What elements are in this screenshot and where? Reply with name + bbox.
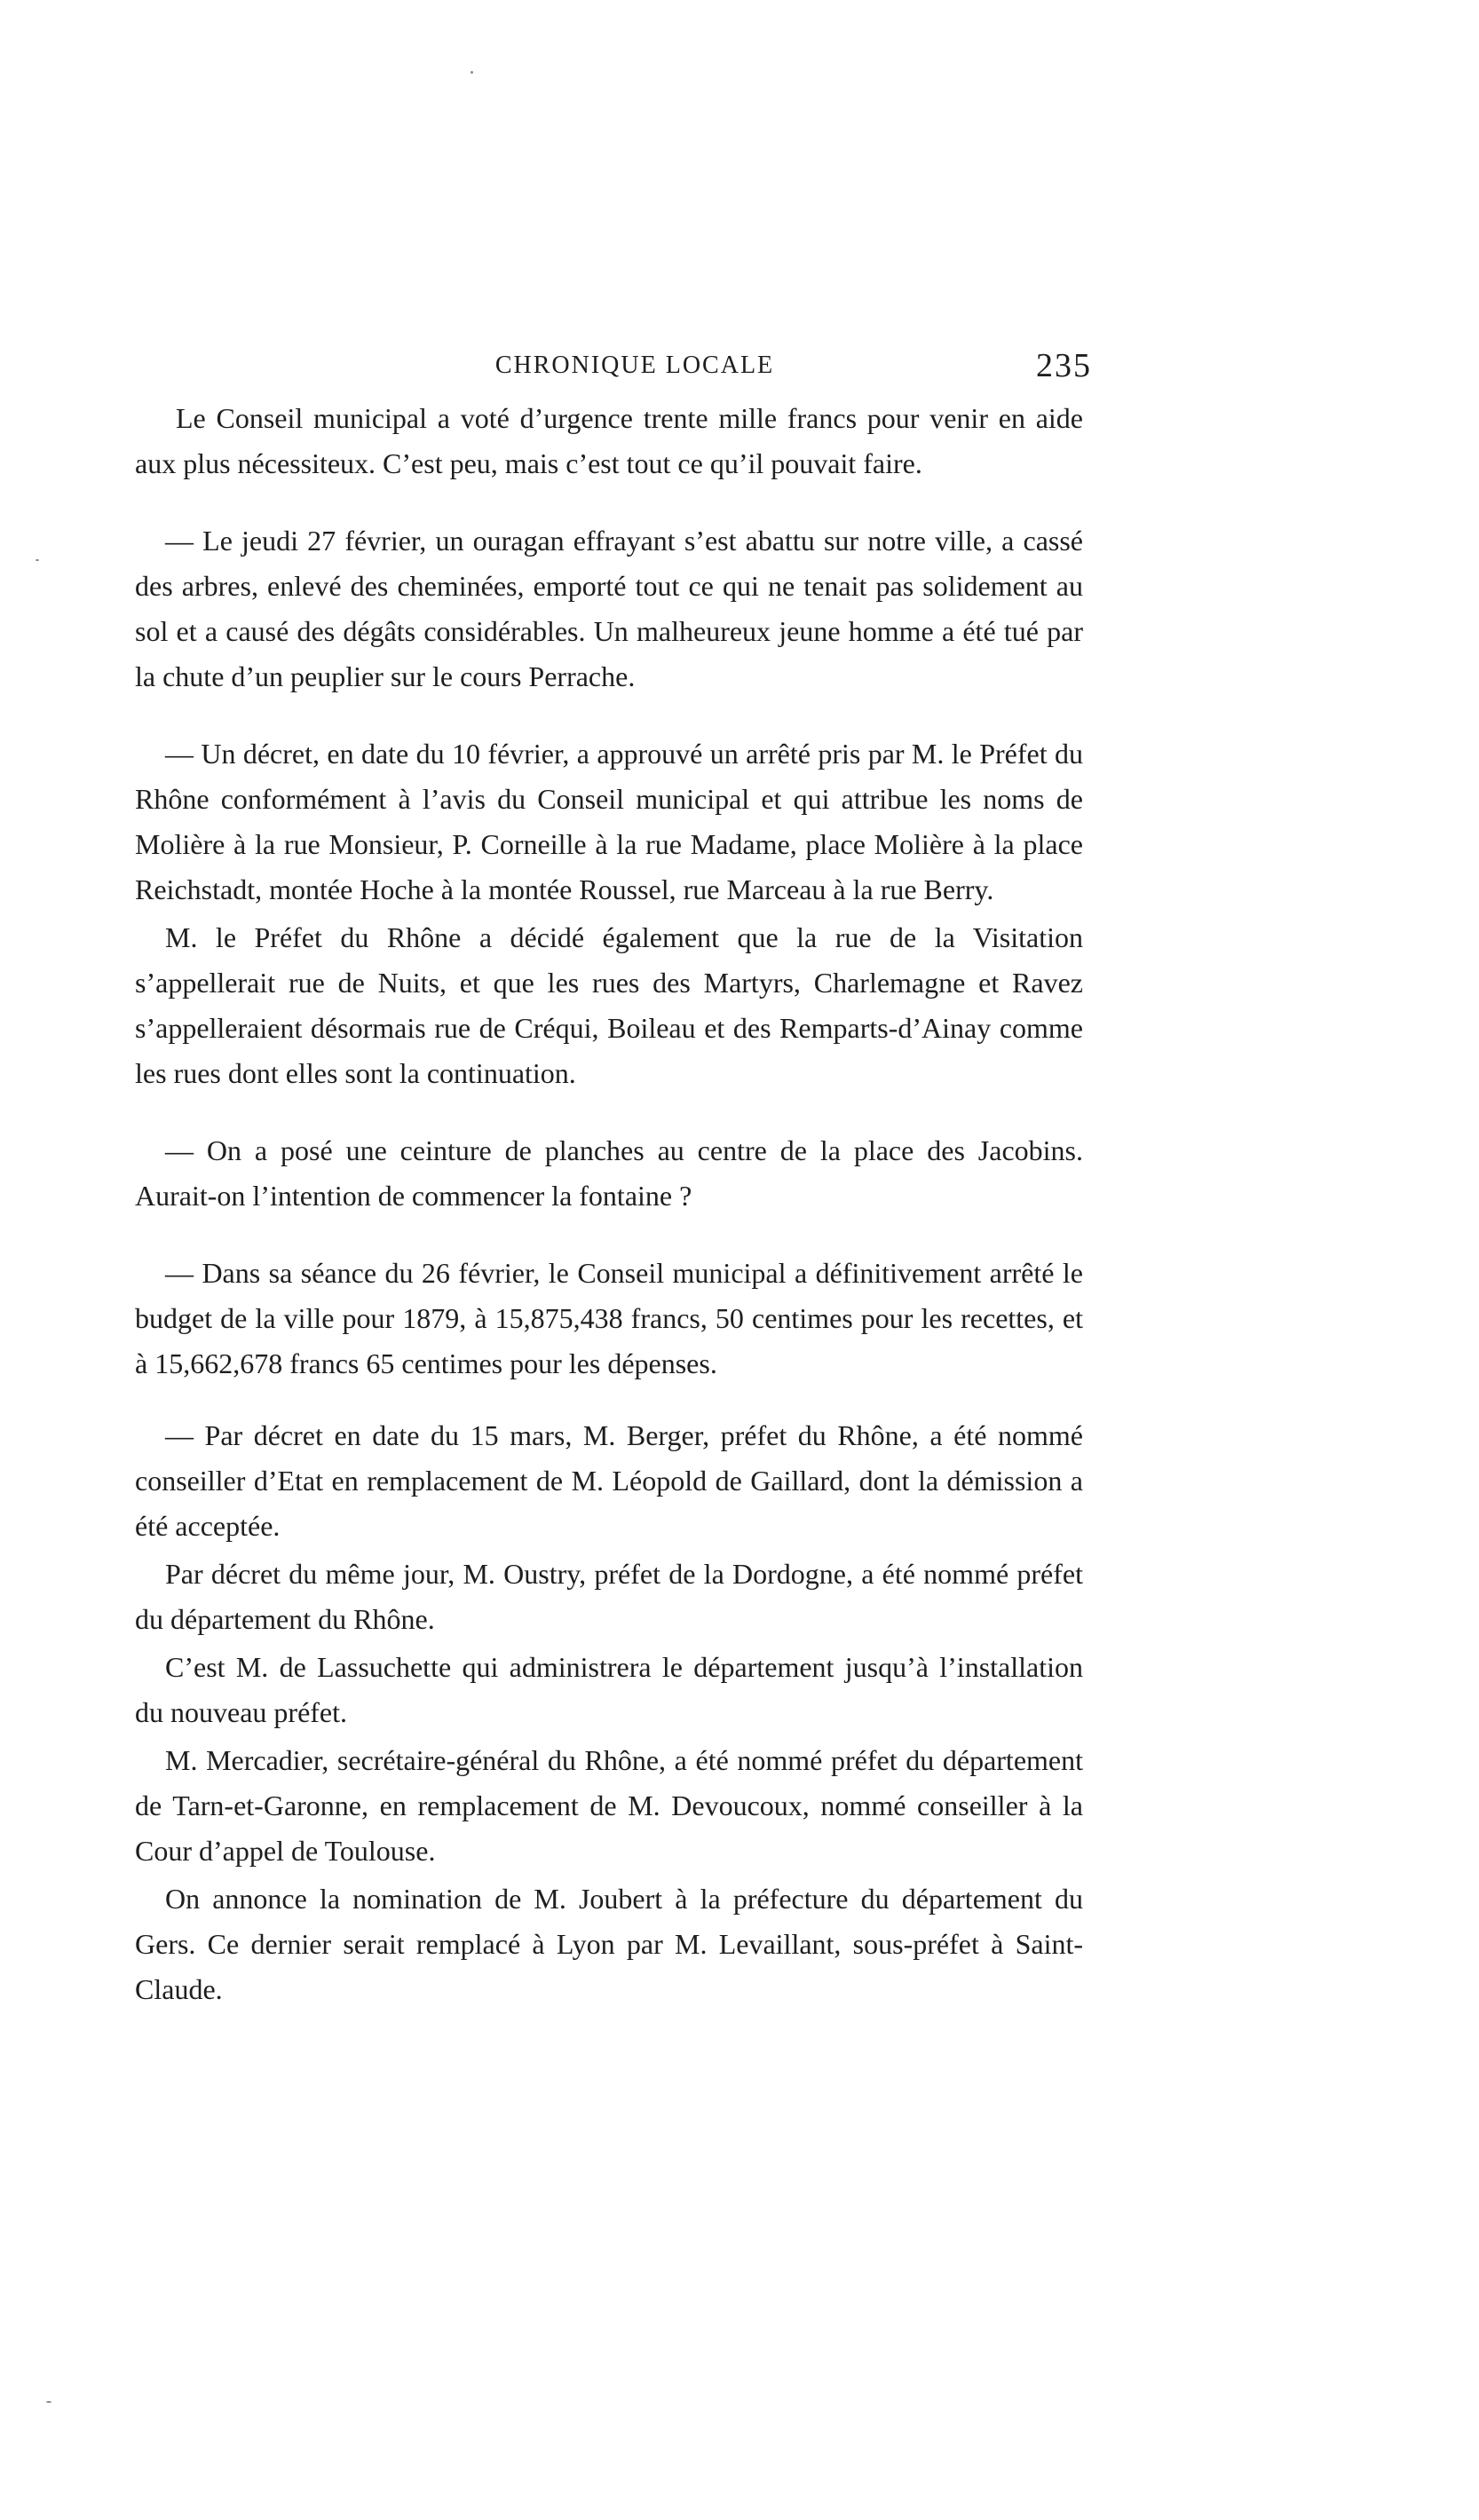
- running-title: CHRONIQUE LOCALE: [494, 352, 775, 379]
- paragraph-street-renaming: M. le Préfet du Rhône a décidé également que la rue de la Visitation s’appellerait rue de Nuits, et que les rues des Martyrs, Charlemagne et Ravez s’appelleraient désormais rue de Créqui, Boileau et des Remparts-d’Ainay comme les rues dont elles sont la continuation.: [135, 921, 1083, 1089]
- ink-speck: [471, 71, 473, 74]
- paragraph-jacobins: — On a posé une ceinture de planches au centre de la place des Jacobins. Aurait-on l’intention de commencer la fontaine ?: [135, 1134, 1083, 1212]
- page-number: 235: [1036, 347, 1092, 384]
- paragraph-budget: — Dans sa séance du 26 février, le Conseil municipal a définitivement arrêté le budget de la ville pour 1879, à 15,875,438 francs, 50 centimes pour les recettes, et à 15,662,678 francs 65 centimes pour les dépenses.: [135, 1257, 1083, 1379]
- paragraph-street-decree: — Un décret, en date du 10 février, a approuvé un arrêté pris par M. le Préfet du Rhône conformément à l’avis du Conseil municipal et qui attribue les noms de Molière à la rue Monsieur, P. Corneille à la rue Madame, place Molière à la place Reichstadt, montée Hoche à la montée Roussel, rue Marceau à la rue Berry.: [135, 738, 1083, 905]
- article-body: [135, 396, 1083, 2012]
- running-head: [142, 346, 1092, 391]
- paragraph-mercadier: M. Mercadier, secrétaire-général du Rhône, a été nommé préfet du département de Tarn-et-Garonne, en remplacement de M. Devoucoux, nommé conseiller à la Cour d’appel de Toulouse.: [135, 1744, 1083, 1867]
- ink-speck: [46, 2401, 51, 2403]
- paragraph-joubert: On annonce la nomination de M. Joubert à la préfecture du département du Gers. Ce dernier serait remplacé à Lyon par M. Levaillant, sous-préfet à Saint-Claude.: [135, 1883, 1083, 2005]
- paragraph-berger: — Par décret en date du 15 mars, M. Berger, préfet du Rhône, a été nommé conseiller d’Etat en remplacement de M. Léopold de Gaillard, dont la démission a été acceptée.: [135, 1419, 1083, 1542]
- ink-speck: [36, 559, 39, 561]
- paragraph-oustry: Par décret du même jour, M. Oustry, préfet de la Dordogne, a été nommé préfet du département du Rhône.: [135, 1558, 1083, 1635]
- paragraph-relief-funds: Le Conseil municipal a voté d’urgence trente mille francs pour venir en aide aux plus nécessiteux. C’est peu, mais c’est tout ce qu’il pouvait faire.: [135, 402, 1083, 479]
- paragraph-storm: — Le jeudi 27 février, un ouragan effrayant s’est abattu sur notre ville, a cassé des arbres, enlevé des cheminées, emporté tout ce qui ne tenait pas solidement au sol et a causé des dégâts considérables. Un malheureux jeune homme a été tué par la chute d’un peuplier sur le cours Perrache.: [135, 525, 1083, 692]
- paragraph-lassuchette: C’est M. de Lassuchette qui administrera le département jusqu’à l’installation du nouveau préfet.: [135, 1651, 1083, 1728]
